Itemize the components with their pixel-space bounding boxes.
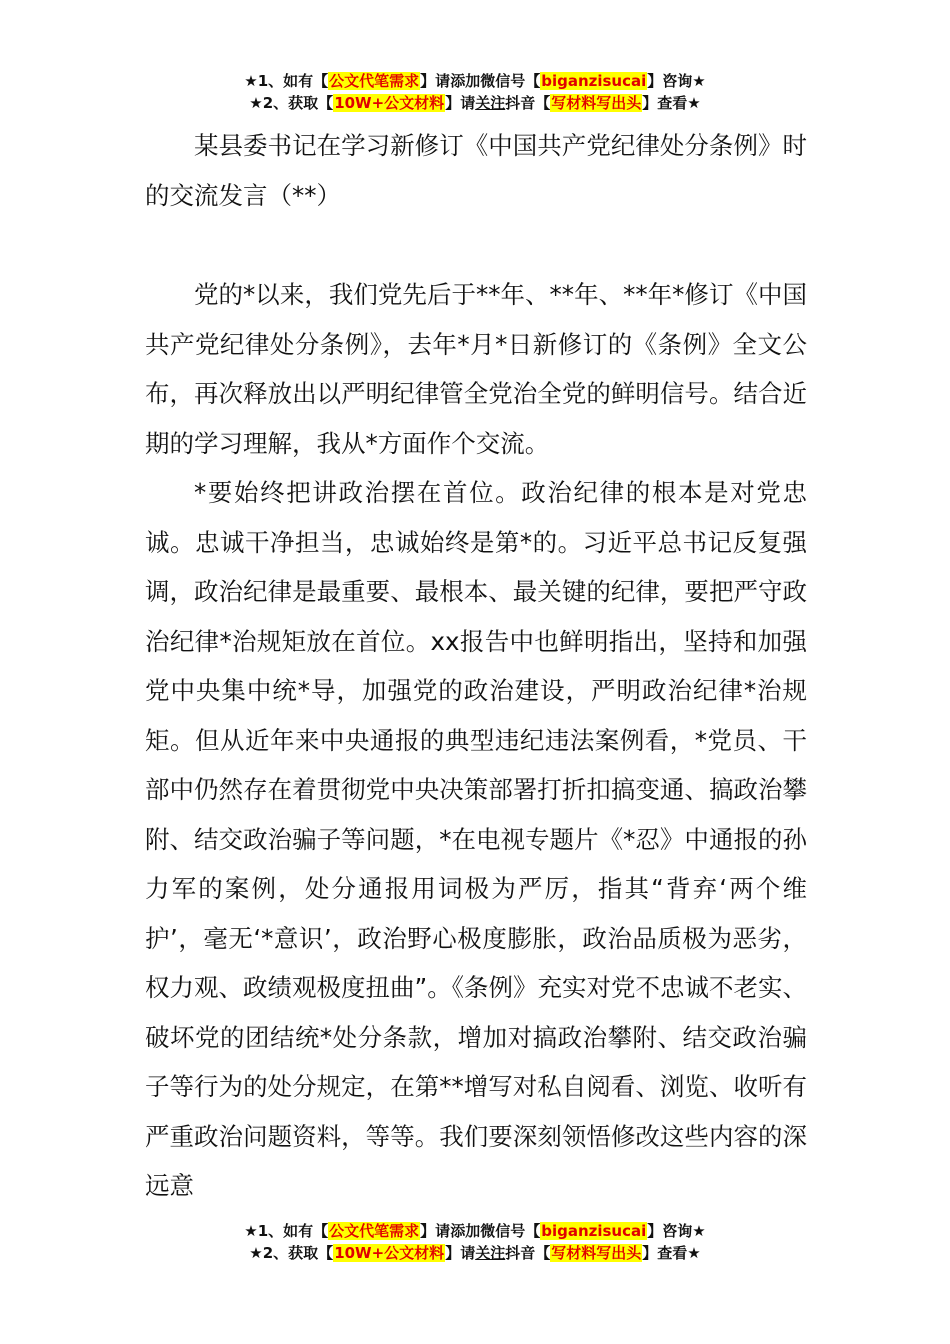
promo-text: 】请 (420, 72, 451, 90)
promo-text: 】咨询★ (647, 72, 706, 90)
promo-text: 】查看★ (642, 1244, 701, 1262)
promo-text: ★1、如有【 (244, 72, 329, 90)
promo-text: 】咨询★ (647, 1222, 706, 1240)
promo-text: 】请 (445, 94, 476, 112)
promo-text: 】请 (420, 1222, 451, 1240)
promo-highlight: biganzisucai (541, 72, 647, 90)
promo-text: 抖音【 (505, 1244, 551, 1262)
promo-highlight: 10W+公文材料 (334, 94, 445, 112)
promo-line-1 (0, 1220, 950, 1242)
promo-text: ★2、获取【 (249, 1244, 334, 1262)
promo-text: 】请 (445, 1244, 476, 1262)
promo-highlight: 公文代笔需求 (329, 72, 420, 90)
promo-text: ★2、获取【 (249, 94, 334, 112)
body-paragraph: *要始终把讲政治摆在首位。政治纪律的根本是对党忠诚。忠诚干净担当，忠诚始终是第*的。习近平总书记反复强调，政治纪律是最重要、最根本、最关键的纪律，要把严守政治纪律*治规矩放在首位。xx报告中也鲜明指出，坚持和加强党中央集中统*导，加强党的政治建设，严明政治纪律*治规矩。但从近年来中央通报的典型违纪违法案例看，*党员、干部中仍然存在着贯彻党中央决策部署打折扣搞变通、搞政治攀附、结交政治骗子等问题，*在电视专题片《*忍》中通报的孙力军的案例，处分通报用词极为严厉，指其“背弃‘两个维护’，毫无‘*意识’，政治野心极度膨胀，政治品质极为恶劣，权力观、政绩观极度扭曲”。《条例》充实对党不忠诚不老实、破坏党的团结统*处分条款，增加对搞政治攀附、结交政治骗子等行为的处分规定，在第**增写对私自阅看、浏览、收听有严重政治问题资料，等等。我们要深刻领悟修改这些内容的深远意 (145, 478, 807, 1200)
promo-emphasis: 添加 (450, 72, 481, 90)
promo-text: 微信号【 (480, 1222, 541, 1240)
promo-line-2 (0, 1242, 950, 1264)
promo-emphasis: 添加 (450, 1222, 481, 1240)
promo-line-2 (0, 92, 950, 114)
body-paragraph: 党的*以来，我们党先后于**年、**年、**年*修订《中国共产党纪律处分条例》，去年*月*日新修订的《条例》全文公布，再次释放出以严明纪律管全党治全党的鲜明信号。结合近期的学习理解，我从*方面作个交流。 (145, 280, 807, 458)
promo-text: ★1、如有【 (244, 1222, 329, 1240)
promo-emphasis: 关注 (475, 1244, 506, 1262)
promo-highlight: 公文代笔需求 (329, 1222, 420, 1240)
promo-line-1 (0, 70, 950, 92)
promo-text: 微信号【 (480, 72, 541, 90)
promo-highlight: biganzisucai (541, 1222, 647, 1240)
promo-highlight: 写材料写出头 (551, 1244, 642, 1262)
promo-text: 抖音【 (505, 94, 551, 112)
promo-highlight: 10W+公文材料 (334, 1244, 445, 1262)
document-title: 某县委书记在学习新修订《中国共产党纪律处分条例》时的交流发言（**） (145, 131, 807, 210)
header-promo-banner (0, 70, 950, 114)
footer-promo-banner (0, 1220, 950, 1264)
promo-highlight: 写材料写出头 (551, 94, 642, 112)
document-title-block (145, 121, 807, 220)
promo-text: 】查看★ (642, 94, 701, 112)
document-body (145, 270, 807, 1211)
promo-emphasis: 关注 (475, 94, 506, 112)
